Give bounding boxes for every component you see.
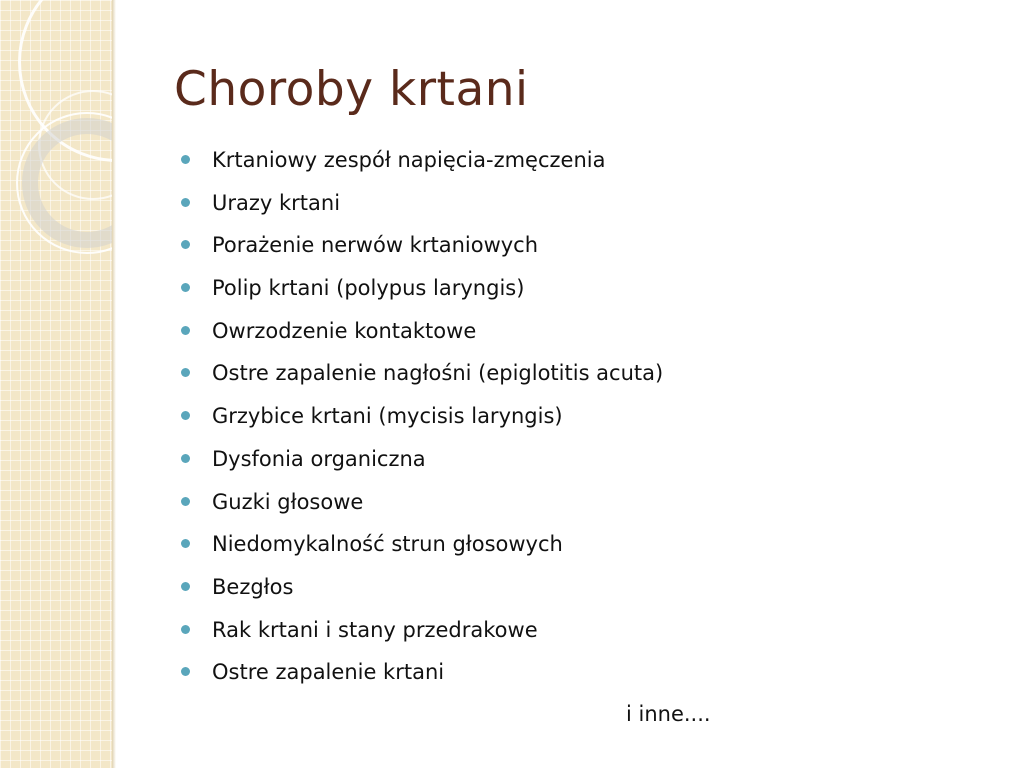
list-item-text: Bezgłos xyxy=(212,574,294,599)
list-item xyxy=(180,312,663,355)
bullet-dot-icon xyxy=(181,454,190,463)
bullet-dot-icon xyxy=(181,368,190,377)
list-item-text: Rak krtani i stany przedrakowe xyxy=(212,617,538,642)
decorative-ring xyxy=(16,112,112,254)
list-item-text: Grzybice krtani (mycisis laryngis) xyxy=(212,404,563,429)
bullet-dot-icon xyxy=(181,497,190,506)
list-item-text: Niedomykalność strun głosowych xyxy=(212,532,563,557)
list-item-text: Dysfonia organiczna xyxy=(212,446,426,471)
list-item-text: Owrzodzenie kontaktowe xyxy=(212,318,477,343)
list-item xyxy=(180,653,663,696)
list-item xyxy=(180,440,663,483)
list-item-text: Ostre zapalenie nagłośni (epiglotitis acuta) xyxy=(212,361,664,386)
list-item-text: Porażenie nerwów krtaniowych xyxy=(212,233,539,258)
bullet-dot-icon xyxy=(181,411,190,420)
bullet-list xyxy=(180,141,663,696)
footer-note: i inne.... xyxy=(626,702,711,726)
bullet-dot-icon xyxy=(181,198,190,207)
bullet-dot-icon xyxy=(181,539,190,548)
side-strip-edge xyxy=(112,0,116,768)
decorative-side-strip xyxy=(0,0,112,768)
list-item xyxy=(180,568,663,611)
list-item-text: Krtaniowy zespół napięcia-zmęczenia xyxy=(212,148,606,172)
slide-title: Choroby krtani xyxy=(174,62,529,117)
list-item xyxy=(180,184,663,227)
list-item xyxy=(180,269,663,312)
bullet-dot-icon xyxy=(181,582,190,591)
bullet-dot-icon xyxy=(181,240,190,249)
list-item xyxy=(180,141,663,184)
bullet-dot-icon xyxy=(181,155,190,164)
list-item-text: Guzki głosowe xyxy=(212,489,364,514)
bullet-dot-icon xyxy=(181,326,190,335)
bullet-dot-icon xyxy=(181,625,190,634)
list-item xyxy=(180,397,663,440)
list-item-text: Polip krtani (polypus laryngis) xyxy=(212,276,525,301)
list-item-text: Urazy krtani xyxy=(212,190,341,215)
bullet-dot-icon xyxy=(181,283,190,292)
list-item-text: Ostre zapalenie krtani xyxy=(212,660,445,685)
list-item xyxy=(180,611,663,654)
list-item xyxy=(180,354,663,397)
list-item xyxy=(180,525,663,568)
list-item xyxy=(180,226,663,269)
list-item xyxy=(180,483,663,526)
bullet-dot-icon xyxy=(181,667,190,676)
